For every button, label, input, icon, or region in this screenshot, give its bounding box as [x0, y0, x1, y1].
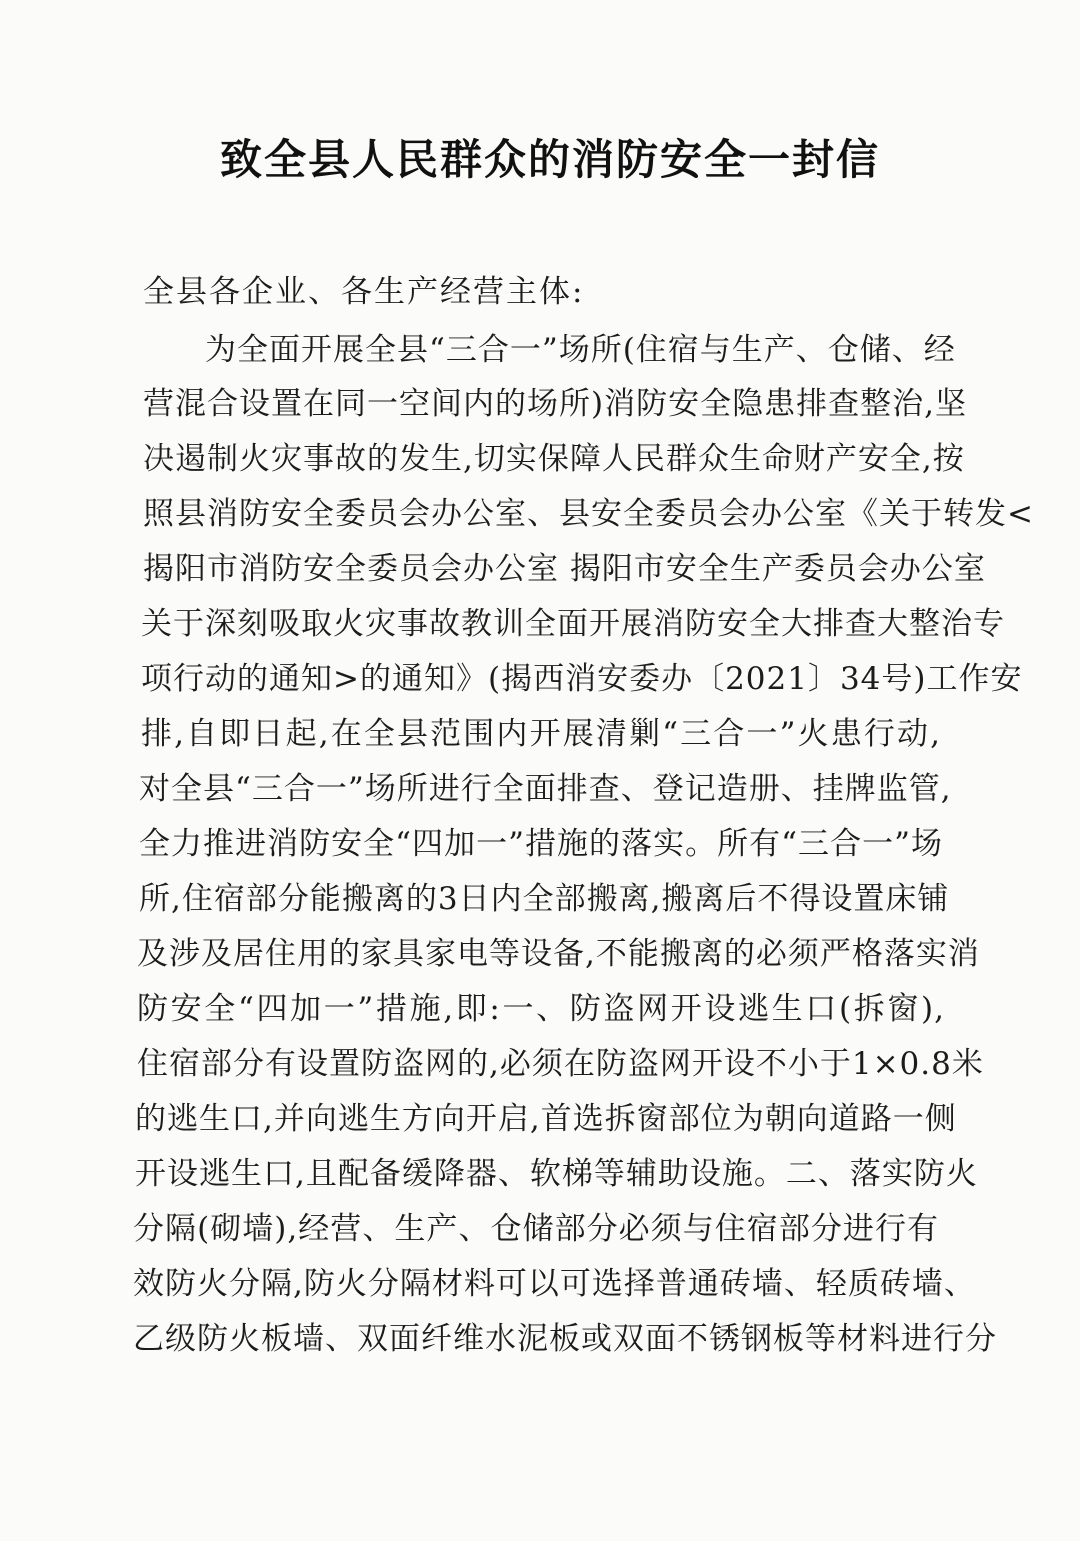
- body-line: 乙级防火板墙、双面纤维水泥板或双面不锈钢板等材料进行分: [133, 1321, 997, 1357]
- body-line: 为全面开展全县“三合一”场所(住宿与生产、仓储、经: [205, 332, 956, 368]
- body-line: 分隔(砌墙),经营、生产、仓储部分必须与住宿部分进行有: [133, 1211, 939, 1247]
- body-line: 关于深刻吸取火灾事故教训全面开展消防安全大排查大整治专: [141, 606, 1005, 642]
- salutation: 全县各企业、各生产经营主体:: [143, 274, 585, 310]
- body-line: 项行动的通知>的通知》(揭西消安委办〔2021〕34号)工作安: [141, 661, 1023, 697]
- body-line: 揭阳市消防安全委员会办公室 揭阳市安全生产委员会办公室: [143, 551, 986, 587]
- body-line: 营混合设置在同一空间内的场所)消防安全隐患排查整治,坚: [143, 386, 967, 422]
- body-line: 决遏制火灾事故的发生,切实保障人民群众生命财产安全,按: [143, 441, 965, 477]
- body-line: 全力推进消防安全“四加一”措施的落实。所有“三合一”场: [139, 826, 943, 862]
- body-line: 对全县“三合一”场所进行全面排查、登记造册、挂牌监管,: [139, 771, 952, 807]
- body-line: 的逃生口,并向逃生方向开启,首选拆窗部位为朝向道路一侧: [135, 1101, 957, 1137]
- document-title: 致全县人民群众的消防安全一封信: [219, 135, 880, 184]
- body-line: 所,住宿部分能搬离的3日内全部搬离,搬离后不得设置床铺: [139, 881, 950, 917]
- body-line: 照县消防安全委员会办公室、县安全委员会办公室《关于转发<: [143, 496, 1034, 532]
- body-line: 防安全“四加一”措施,即:一、防盗网开设逃生口(拆窗),: [137, 991, 945, 1027]
- body-line: 及涉及居住用的家具家电等设备,不能搬离的必须严格落实消: [137, 936, 980, 972]
- body-line: 效防火分隔,防火分隔材料可以可选择普通砖墙、轻质砖墙、: [133, 1266, 976, 1302]
- body-line: 开设逃生口,且配备缓降器、软梯等辅助设施。二、落实防火: [135, 1156, 978, 1192]
- body-line: 排,自即日起,在全县范围内开展清剿“三合一”火患行动,: [141, 716, 941, 752]
- body-line: 住宿部分有设置防盗网的,必须在防盗网开设不小于1×0.8米: [137, 1046, 984, 1082]
